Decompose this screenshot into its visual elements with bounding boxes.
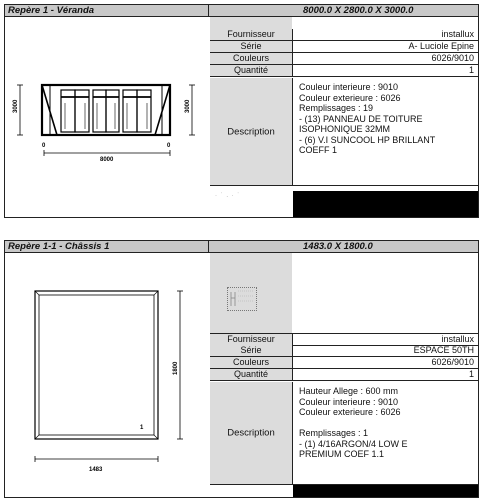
sheet-title: Repère 1 - Véranda <box>5 5 210 17</box>
description-line <box>299 418 474 429</box>
row-value: 1 <box>468 369 474 379</box>
black-footer-bar <box>293 191 478 217</box>
description-line: Hauteur Allege : 600 mm <box>299 386 399 396</box>
sheet-dimensions: 1483.0 X 1800.0 <box>208 241 478 253</box>
chassis-elevation-svg <box>5 253 210 497</box>
description-text <box>299 386 474 460</box>
description-line: Remplissages : 1 <box>299 428 369 438</box>
scan-speckle: · ˙ . · ˙ <box>215 193 241 199</box>
description-label-cell <box>210 78 293 185</box>
row-label: Couleurs <box>210 53 293 64</box>
window-frame-inner <box>39 295 154 435</box>
description-line: - (1) 4/16ARGON/4 LOW E <box>299 438 408 449</box>
origin-right-label: 0 <box>167 143 171 149</box>
chassis-drawing <box>5 253 210 497</box>
row-value: A- Luciole Epine <box>408 41 474 51</box>
row-value: ESPACE 50TH <box>413 345 474 355</box>
door-group-left <box>61 90 89 132</box>
row-value: 1 <box>468 65 474 75</box>
row-label: Série <box>210 41 293 52</box>
description-line: Couleur exterieure : 6026 <box>299 407 401 417</box>
description-label-cell <box>210 382 293 484</box>
description-label: Description <box>227 126 275 137</box>
row-value: installux <box>441 29 474 39</box>
description-line: Couleur interieure : 9010 <box>299 396 399 407</box>
sheet-dimensions: 8000.0 X 2800.0 X 3000.0 <box>208 5 478 17</box>
black-footer-bar <box>293 485 478 497</box>
description-line: Couleur exterieure : 6026 <box>299 92 401 103</box>
row-serie <box>210 345 478 357</box>
sheet-veranda <box>4 4 479 218</box>
description-line: ISOPHONIQUE 32MM <box>299 124 391 134</box>
veranda-drawing <box>5 17 210 217</box>
row-label: Couleurs <box>210 357 293 368</box>
row-couleurs <box>210 53 478 65</box>
description-line: - (13) PANNEAU DE TOITURE <box>299 113 423 124</box>
sheet-chassis <box>4 240 479 498</box>
origin-left-label: 0 <box>42 143 46 149</box>
left-height-label: 3000 <box>13 99 19 113</box>
row-quantite <box>210 369 478 381</box>
properties-table <box>210 253 478 497</box>
window-frame-outer <box>35 291 158 439</box>
row-label: Quantité <box>210 65 293 76</box>
row-value: installux <box>441 334 474 344</box>
width-label: 8000 <box>100 157 114 163</box>
door-group-right <box>123 90 151 132</box>
description-line: PREMIUM COEF 1.1 <box>299 449 385 459</box>
row-label: Fournisseur <box>210 29 293 40</box>
door-group-center <box>93 90 119 132</box>
description-line: COEFF 1 <box>299 145 338 155</box>
row-value: 6026/9010 <box>431 357 474 367</box>
description-text <box>299 82 474 156</box>
row-label: Série <box>210 345 293 356</box>
description-cell <box>210 78 478 186</box>
properties-table <box>210 17 478 217</box>
panel-number: 1 <box>140 425 144 431</box>
right-height-label: 3000 <box>185 99 191 113</box>
width-label: 1483 <box>89 467 103 473</box>
veranda-elevation-svg <box>5 17 210 217</box>
row-fournisseur <box>210 29 478 41</box>
description-line: - (6) V.I SUNCOOL HP BRILLANT <box>299 134 436 145</box>
row-couleurs <box>210 357 478 369</box>
row-value: 6026/9010 <box>431 53 474 63</box>
description-line: Couleur interieure : 9010 <box>299 82 399 92</box>
height-label: 1800 <box>173 361 179 375</box>
sheet-title: Repère 1-1 - Châssis 1 <box>5 241 210 253</box>
description-label: Description <box>227 427 275 439</box>
row-serie <box>210 41 478 53</box>
row-label: Quantité <box>210 369 293 380</box>
description-line: Remplissages : 19 <box>299 103 374 113</box>
row-label: Fournisseur <box>210 334 293 345</box>
row-quantite <box>210 65 478 77</box>
description-cell <box>210 382 478 485</box>
